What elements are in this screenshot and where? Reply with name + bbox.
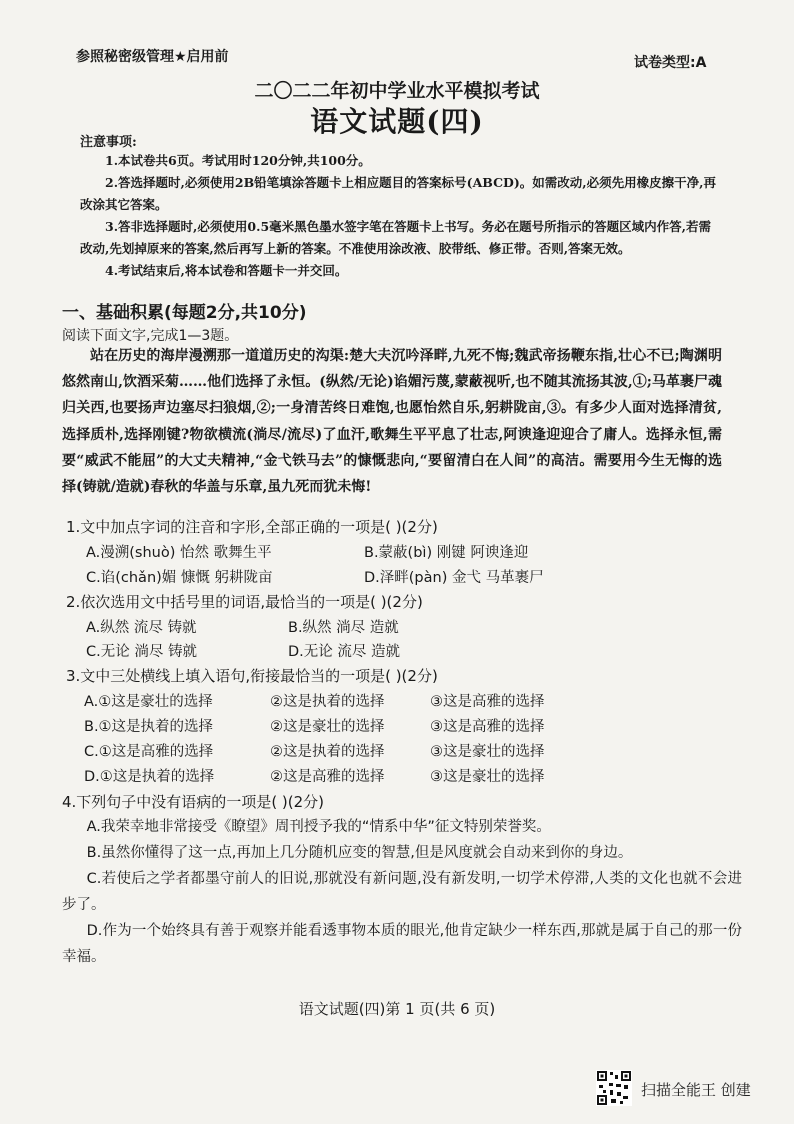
q3-option-b[interactable]: B.①这是执着的选择 <box>84 719 214 735</box>
question-1-stem: 1.文中加点字词的注音和字形,全部正确的一项是( )(2分) <box>66 518 438 536</box>
q1-option-b[interactable]: B.蒙蔽(bì) 刚键 阿谀逢迎 <box>364 545 529 561</box>
question-3-stem: 3.文中三处横线上填入语句,衔接最恰当的一项是( )(2分) <box>66 667 438 685</box>
notice-item: 2.答选择题时,必须使用2B铅笔填涂答题卡上相应题目的答案标号(ABCD)。如需改动,必须先用橡皮擦干净,再改涂其它答案。 <box>80 175 716 212</box>
notice-item: 3.答非选择题时,必须使用0.5毫米黑色墨水签字笔在答题卡上书写。务必在题号所指示的答题区域内作答,若需改动,先划掉原来的答案,然后再写上新的答案。不准使用涂改液、胶带纸、修正带。否则,答案无效。 <box>80 219 712 256</box>
q1-option-d[interactable]: D.泽畔(pàn) 金弋 马革裹尸 <box>364 570 544 586</box>
reading-lead: 阅读下面文字,完成1—3题。 <box>62 328 239 344</box>
q3-option-b-2: ②这是豪壮的选择 <box>270 719 385 735</box>
notice-list <box>80 150 720 282</box>
q4-option-b[interactable]: B.虽然你懂得了这一点,再加上几分随机应变的智慧,但是风度就会自动来到你的身边。 <box>86 845 633 861</box>
question-2-stem: 2.依次选用文中括号里的词语,最恰当的一项是( )(2分) <box>66 593 423 611</box>
q2-option-a[interactable]: A.纵然 流尽 铸就 <box>86 620 197 636</box>
notice-item: 1.本试卷共6页。考试用时120分钟,共100分。 <box>105 153 371 168</box>
q4-option-c[interactable]: C.若使后之学者都墨守前人的旧说,那就没有新问题,没有新发明,一切学术停滞,人类的文化也就不会进步了。 <box>62 871 742 913</box>
question-4-stem: 4.下列句子中没有语病的一项是( )(2分) <box>62 793 325 811</box>
paper-type-label: 试卷类型:A <box>634 55 707 71</box>
notice-heading: 注意事项: <box>80 135 137 150</box>
q3-option-a-2: ②这是执着的选择 <box>270 694 385 710</box>
subject-title: 语文试题(四) <box>310 105 484 138</box>
page-footer: 语文试题(四)第 1 页(共 6 页) <box>298 1000 496 1018</box>
exam-title: 二〇二二年初中学业水平模拟考试 <box>254 80 540 102</box>
q3-option-a[interactable]: A.①这是豪壮的选择 <box>84 694 213 710</box>
q4-options <box>62 814 742 970</box>
confidential-label: 参照秘密级管理★启用前 <box>76 49 229 65</box>
section-title: 一、基础积累(每题2分,共10分) <box>62 303 307 323</box>
q3-option-c[interactable]: C.①这是高雅的选择 <box>84 744 214 760</box>
q3-option-c-3: ③这是豪壮的选择 <box>430 744 545 760</box>
q3-option-c-2: ②这是执着的选择 <box>270 744 385 760</box>
q3-option-d-3: ③这是豪壮的选择 <box>430 769 545 785</box>
notice-item: 4.考试结束后,将本试卷和答题卡一并交回。 <box>105 263 348 278</box>
q2-option-c[interactable]: C.无论 淌尽 铸就 <box>86 644 197 660</box>
q3-option-a-3: ③这是高雅的选择 <box>430 694 545 710</box>
q3-option-b-3: ③这是高雅的选择 <box>430 719 545 735</box>
q1-option-c[interactable]: C.谄(chǎn)媚 慷慨 躬耕陇亩 <box>86 570 273 586</box>
scanner-watermark: 扫描全能王 创建 <box>641 1081 751 1099</box>
q2-option-d[interactable]: D.无论 流尽 造就 <box>288 644 400 660</box>
q3-option-d[interactable]: D.①这是执着的选择 <box>84 769 215 785</box>
q4-option-d[interactable]: D.作为一个始终具有善于观察并能看透事物本质的眼光,他肯定缺少一样东西,那就是属于自己的那一份幸福。 <box>62 923 742 965</box>
reading-passage <box>62 343 722 500</box>
passage-text: 站在历史的海岸漫溯那一道道历史的沟渠:楚大夫沉吟泽畔,九死不悔;魏武帝扬鞭东指,壮心不已;陶渊明悠然南山,饮酒采菊……他们选择了永恒。(纵然/无论)谄媚污蔑,蒙蔽视听,也不随其流扬其波,①;马革裹尸魂归关西,也要扬声边塞尽扫狼烟,②;一身清苦终日难饱,也愿怡然自乐,躬耕陇亩,③。有多少人面对选择清贫,选择质朴,选择刚键?物欲横流(淌尽/流尽)了血汗,歌舞生平平息了壮志,阿谀逢迎迎合了庸人。选择永恒,需要“威武不能屈”的大丈夫精神,“金弋铁马去”的慷慨悲向,“要留清白在人间”的高洁。需要用今生无悔的选择(铸就/造就)春秋的华盖与乐章,虽九死而犹未悔! <box>62 348 722 496</box>
q2-option-b[interactable]: B.纵然 淌尽 造就 <box>288 620 399 636</box>
qr-code-icon <box>596 1070 632 1106</box>
q4-option-a[interactable]: A.我荣幸地非常接受《瞭望》周刊授予我的“情系中华”征文特别荣誉奖。 <box>86 819 551 835</box>
q1-option-a[interactable]: A.漫溯(shuò) 怡然 歌舞生平 <box>86 545 272 561</box>
q3-option-d-2: ②这是高雅的选择 <box>270 769 385 785</box>
